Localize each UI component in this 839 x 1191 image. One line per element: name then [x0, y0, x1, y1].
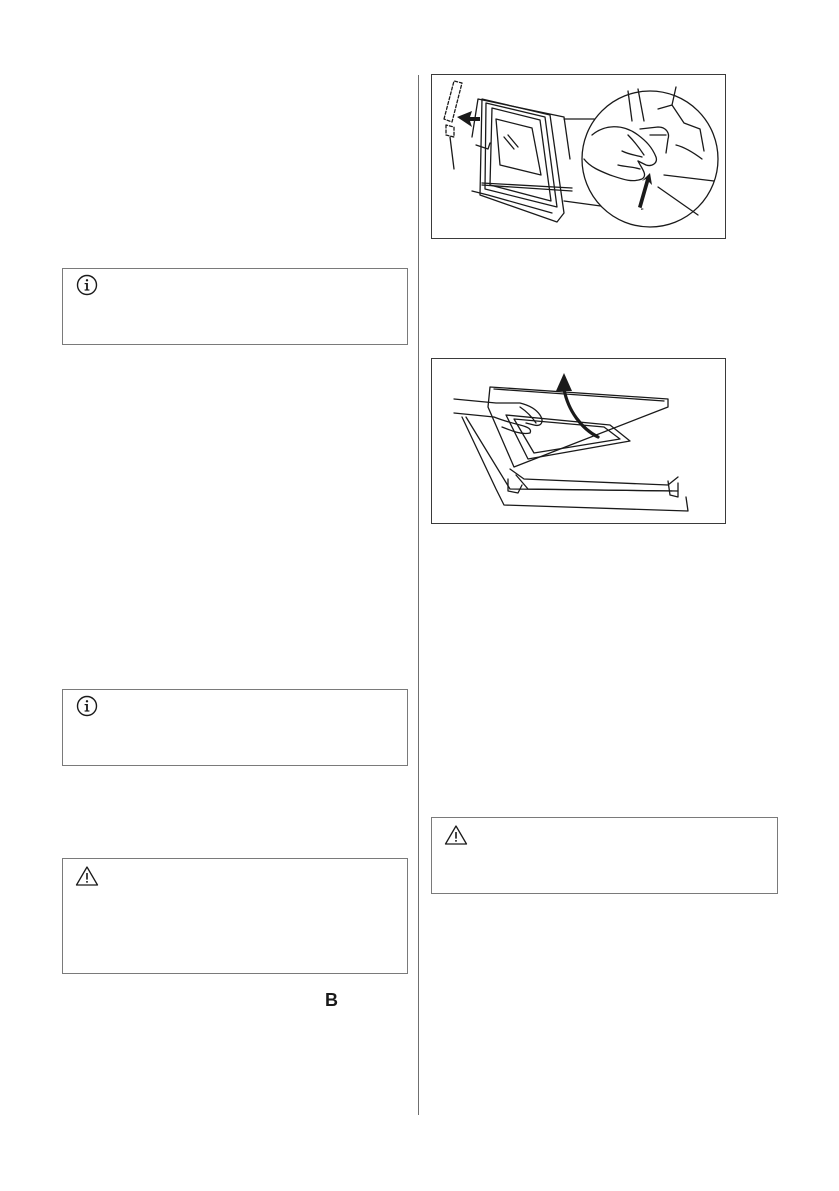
door-glass-removal-illustration	[431, 74, 726, 239]
column-divider	[418, 75, 419, 1115]
warning-notice-1	[62, 858, 408, 974]
info-icon	[76, 274, 98, 296]
info-notice-1	[62, 268, 408, 345]
warning-notice-2	[431, 817, 778, 894]
info-icon	[76, 695, 98, 717]
warning-icon	[444, 824, 468, 846]
figure-reference-letter: B	[325, 990, 338, 1010]
warning-icon	[75, 865, 99, 887]
glass-panel-lift-illustration	[431, 358, 726, 524]
info-notice-2	[62, 689, 408, 766]
